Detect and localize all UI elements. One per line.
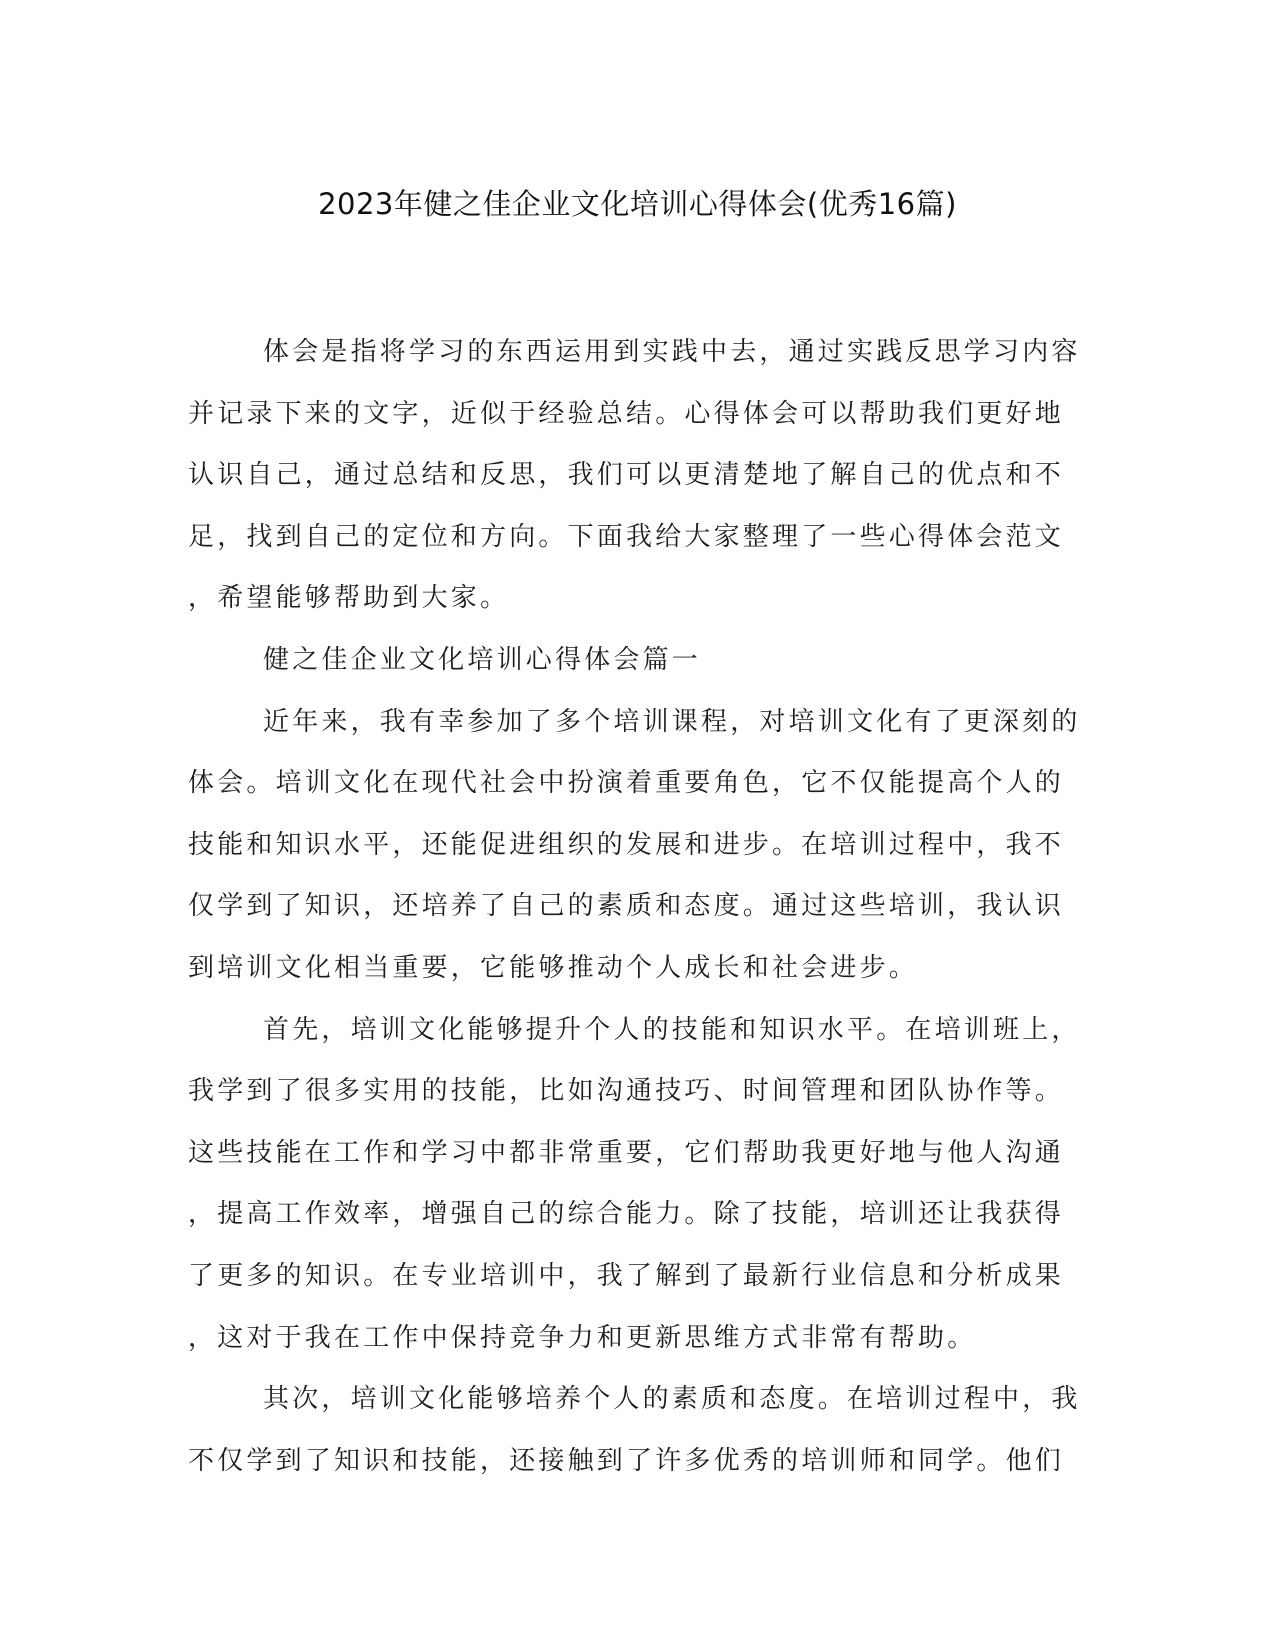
paragraph-line: 到培训文化相当重要，它能够推动个人成长和社会进步。 <box>188 952 919 983</box>
document-title: 2023年健之佳企业文化培训心得体会(优秀16篇) <box>318 187 957 221</box>
paragraph-line: 了更多的知识。在专业培训中，我了解到了最新行业信息和分析成果 <box>188 1260 1065 1291</box>
paragraph-line: 体会是指将学习的东西运用到实践中去，通过实践反思学习内容 <box>263 337 1081 367</box>
section-heading: 健之佳企业文化培训心得体会篇一 <box>263 644 702 675</box>
paragraph-line: ，提高工作效率，增强自己的综合能力。除了技能，培训还让我获得 <box>188 1199 1065 1230</box>
paragraph-line: 认识自己，通过总结和反思，我们可以更清楚地了解自己的优点和不 <box>188 460 1065 491</box>
paragraph-line: 并记录下来的文字，近似于经验总结。心得体会可以帮助我们更好地 <box>188 398 1065 429</box>
paragraph-line: ，这对于我在工作中保持竞争力和更新思维方式非常有帮助。 <box>188 1322 977 1353</box>
paragraph-line: 近年来，我有幸参加了多个培训课程，对培训文化有了更深刻的 <box>263 706 1081 737</box>
document-body <box>188 328 1081 1498</box>
paragraph-line: 我学到了很多实用的技能，比如沟通技巧、时间管理和团队协作等。 <box>188 1076 1065 1107</box>
paragraph-line: 足，找到自己的定位和方向。下面我给大家整理了一些心得体会范文 <box>188 521 1065 552</box>
paragraph-line: 技能和知识水平，还能促进组织的发展和进步。在培训过程中，我不 <box>188 829 1065 860</box>
paragraph-line: 仅学到了知识，还培养了自己的素质和态度。通过这些培训，我认识 <box>188 891 1065 922</box>
paragraph-line: ，希望能够帮助到大家。 <box>188 583 510 614</box>
paragraph-line: 首先，培训文化能够提升个人的技能和知识水平。在培训班上， <box>263 1014 1081 1045</box>
paragraph-line: 这些技能在工作和学习中都非常重要，它们帮助我更好地与他人沟通 <box>188 1137 1065 1168</box>
paragraph-line: 体会。培训文化在现代社会中扮演着重要角色，它不仅能提高个人的 <box>188 768 1065 799</box>
paragraph-line: 不仅学到了知识和技能，还接触到了许多优秀的培训师和同学。他们 <box>188 1445 1065 1476</box>
paragraph-line: 其次，培训文化能够培养个人的素质和态度。在培训过程中，我 <box>263 1384 1081 1415</box>
